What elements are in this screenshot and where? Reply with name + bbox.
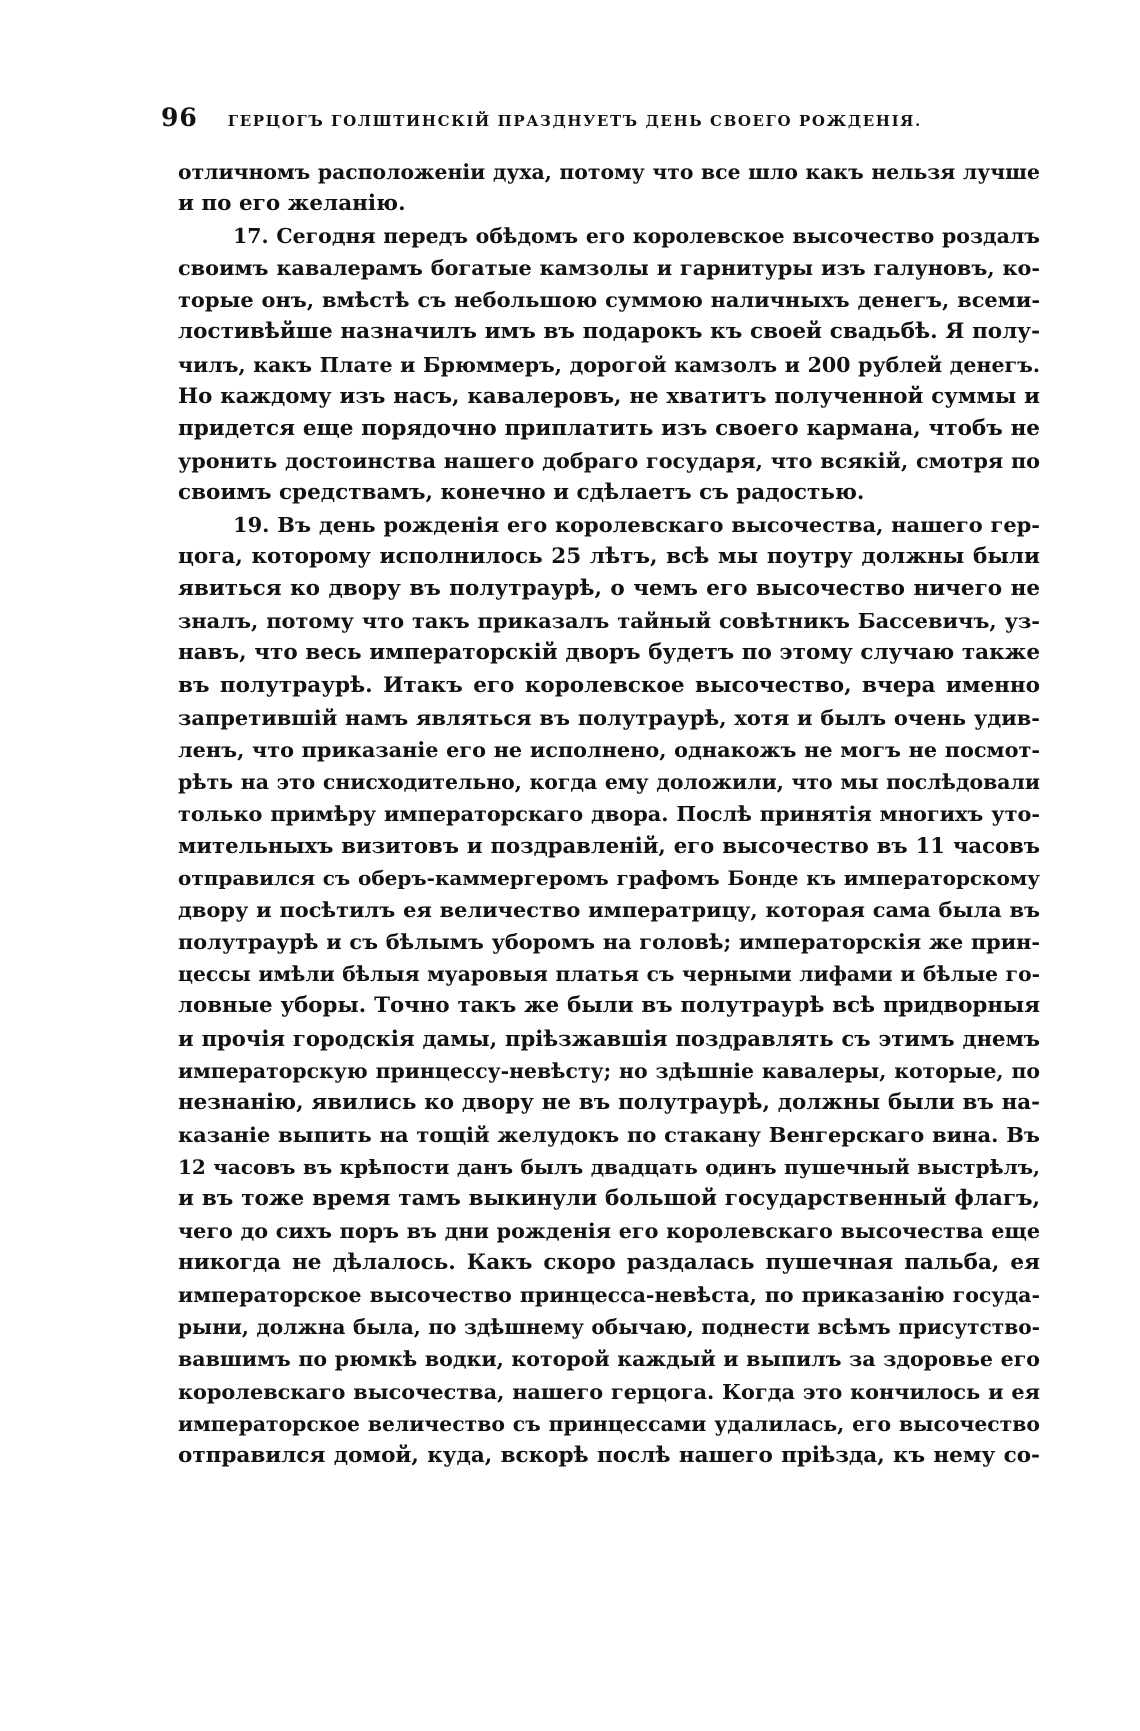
text-line: зналъ, потому что такъ приказалъ тайный совѣтникъ Бассевичъ, уз- [178,608,1040,634]
text-line: казаніе выпить на тощій желудокъ по стакану Венгерскаго вина. Въ [178,1121,1040,1147]
text-line: незнанію, явились ко двору не въ полутраурѣ, должны были въ на- [178,1089,1040,1115]
text-line: отправился домой, куда, вскорѣ послѣ нашего пріѣзда, къ нему со- [178,1442,1040,1468]
text-line: ленъ, что приказаніе его не исполнено, однакожъ не могъ не посмот- [178,736,1040,762]
text-line: рыни, должна была, по здѣшнему обычаю, поднести всѣмъ присутство- [178,1315,1040,1340]
text-line: ловные уборы. Точно такъ же были въ полутраурѣ всѣ придворныя [178,993,1040,1019]
text-line: цога, которому исполнилось 25 лѣтъ, всѣ мы поутру должны были [178,544,1040,570]
page-number: 96 [161,103,198,132]
page-header [161,103,961,137]
text-line: явиться ко двору въ полутраурѣ, о чемъ его высочество ничего не [178,576,1040,602]
text-line: лостивѣйше назначилъ имъ въ подарокъ къ своей свадьбѣ. Я полу- [178,319,1040,345]
text-line: и въ тоже время тамъ выкинули большой государственный флагъ, [178,1186,1040,1211]
text-line: цессы имѣли бѣлыя муаровыя платья съ черными лифами и бѣлые го- [178,962,1040,987]
text-line: уронить достоинства нашего добраго государя, что всякій, смотря по [178,448,1040,473]
text-line: и по его желанію. [178,191,406,217]
text-line: королевскаго высочества, нашего герцога. Когда это кончилось и ея [178,1378,1040,1404]
text-line: отправился съ оберъ-каммергеромъ графомъ Бонде къ императорскому [178,866,1040,891]
body-text [178,156,1040,1472]
text-line: рѣть на это снисходительно, когда ему доложили, что мы послѣдовали [178,769,1040,794]
text-line: Но каждому изъ насъ, кавалеровъ, не хватитъ полученной суммы и [178,383,1040,409]
text-line: отличномъ расположеніи духа, потому что все шло какъ нельзя лучше [178,160,1040,184]
text-line: мительныхъ визитовъ и поздравленій, его высочество въ 11 часовъ [178,832,1040,858]
text-line: вавшимъ по рюмкѣ водки, которой каждый и выпилъ за здоровье его [178,1347,1040,1372]
text-line: чего до сихъ поръ въ дни рожденія его королевскаго высочества еще [178,1219,1040,1244]
text-line: двору и посѣтилъ ея величество императрицу, которая сама была въ [178,897,1040,923]
text-line: придется еще порядочно приплатить изъ своего кармана, чтобъ не [178,415,1040,441]
text-line: своимъ кавалерамъ богатые камзолы и гарнитуры изъ галуновъ, ко- [178,255,1040,281]
text-line: только примѣру императорскаго двора. Послѣ принятія многихъ уто- [178,800,1040,826]
text-line: въ полутраурѣ. Итакъ его королевское высочество, вчера именно [178,672,1040,698]
text-line: 19. Въ день рожденія его королевскаго высочества, нашего гер- [233,512,1040,538]
text-line: навъ, что весь императорскій дворъ будетъ по этому случаю также [178,640,1040,666]
text-line: чилъ, какъ Плате и Брюммеръ, дорогой камзолъ и 200 рублей денегъ. [178,352,1040,377]
text-line: императорскую принцессу-невѣсту; но здѣшніе кавалеры, которые, по [178,1058,1040,1083]
text-line: 12 часовъ въ крѣпости данъ былъ двадцать одинъ пушечный выстрѣлъ, [178,1154,1040,1179]
text-line: своимъ средствамъ, конечно и сдѣлаетъ съ радостью. [178,479,865,505]
text-line: торые онъ, вмѣстѣ съ небольшою суммою наличныхъ денегъ, всеми- [178,287,1040,313]
running-title: ГЕРЦОГЪ ГОЛШТИНСКІЙ ПРАЗДНУЕТЪ ДЕНЬ СВОЕГО РОЖДЕНІЯ. [227,112,922,130]
text-line: полутраурѣ и съ бѣлымъ уборомъ на головѣ; императорскія же прин- [178,929,1040,955]
text-line: запретившій намъ являться въ полутраурѣ, хотя и былъ очень удив- [178,704,1040,730]
text-line: императорское величество съ принцессами удалилась, его высочество [178,1411,1040,1436]
text-line: императорское высочество принцесса-невѣста, по приказанію госуда- [178,1283,1040,1308]
text-line: никогда не дѣлалось. Какъ скоро раздалась пушечная пальба, ея [178,1250,1040,1276]
text-line: и прочія городскія дамы, пріѣзжавшія поздравлять съ этимъ днемъ [178,1025,1040,1051]
text-line: 17. Сегодня передъ обѣдомъ его королевское высочество роздалъ [233,224,1040,249]
